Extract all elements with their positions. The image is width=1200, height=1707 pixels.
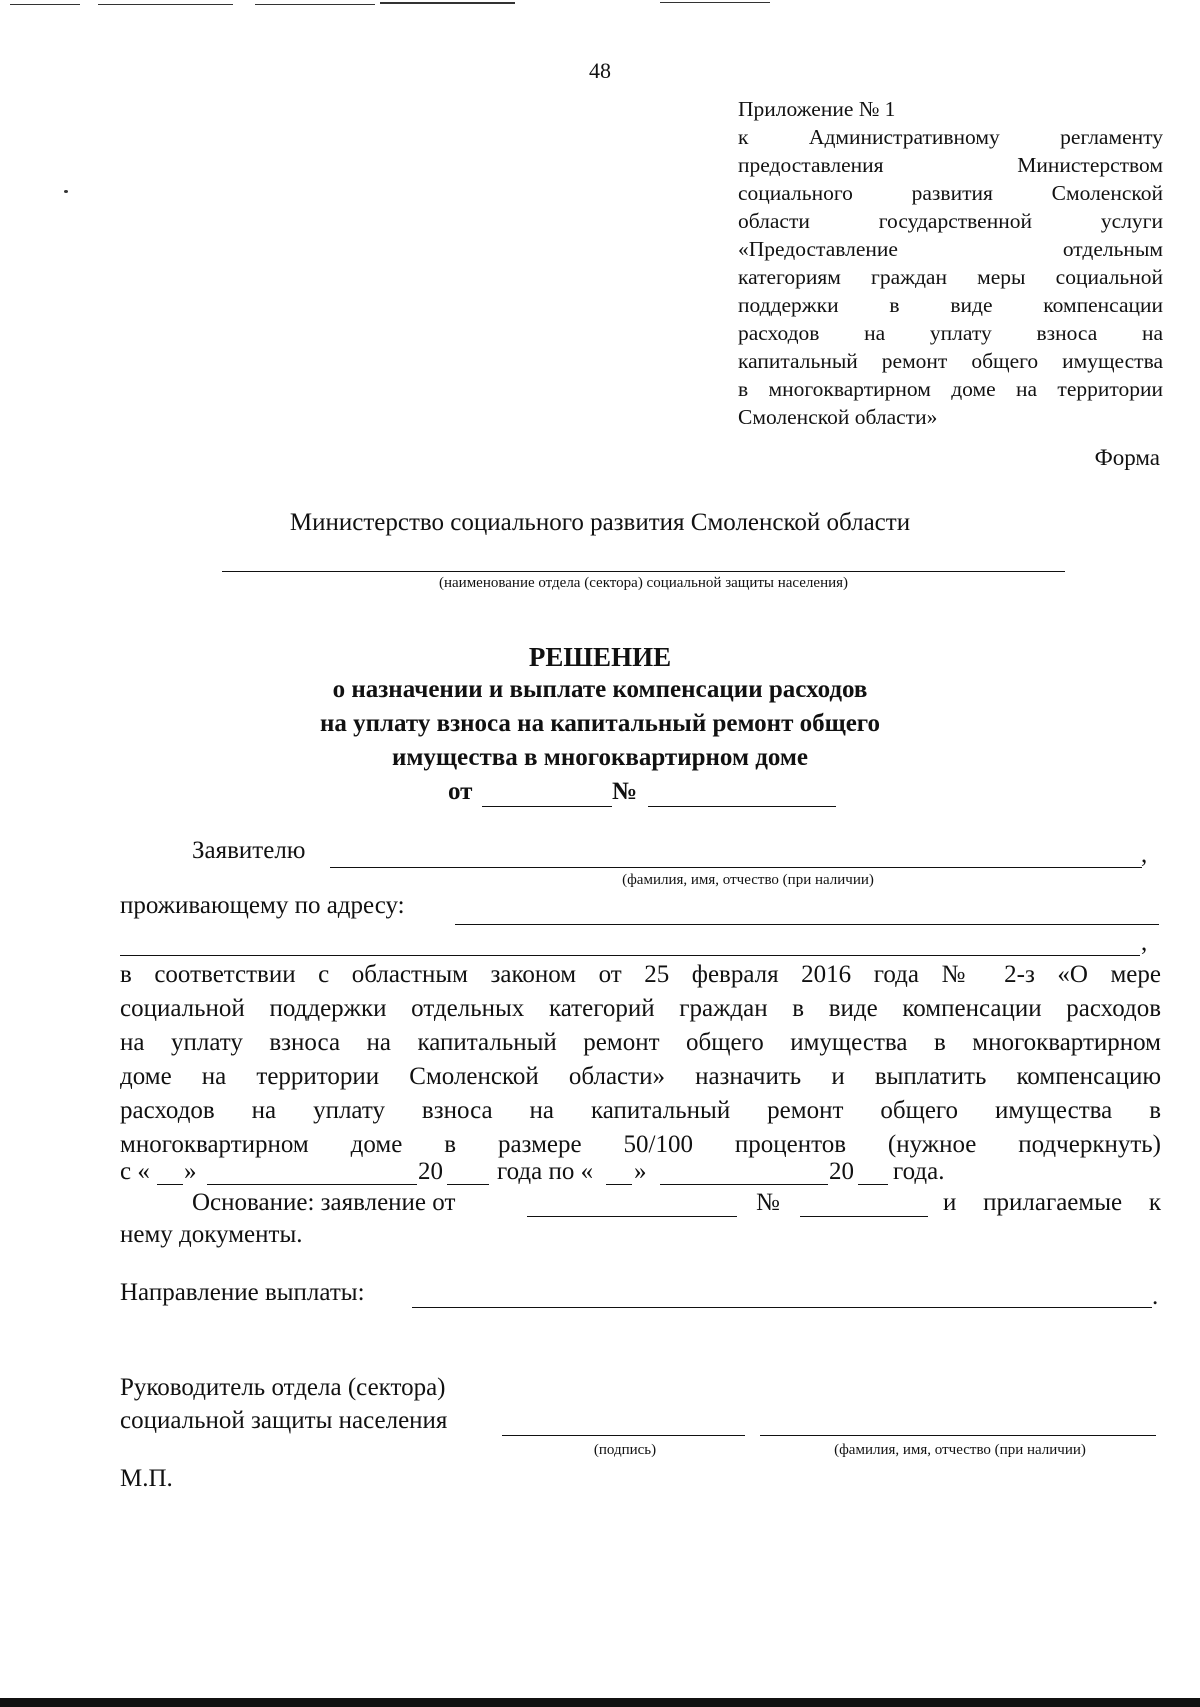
basis-number-field[interactable] xyxy=(800,1216,928,1217)
body-line: в соответствии с областным законом от 25 февраля 2016 года № 2-з «О мере xyxy=(120,961,1161,988)
head-title: социальной защиты населения xyxy=(120,1407,448,1434)
decision-date-field[interactable] xyxy=(482,806,612,807)
scan-noise xyxy=(660,2,770,3)
head-title: Руководитель отдела (сектора) xyxy=(120,1374,446,1401)
applicant-caption: (фамилия, имя, отчество (при наличии) xyxy=(622,872,874,888)
period-start-day-field[interactable] xyxy=(157,1184,183,1185)
head-name-field[interactable] xyxy=(760,1435,1156,1436)
appendix-line: Приложение № 1 xyxy=(738,97,896,121)
name-caption: (фамилия, имя, отчество (при наличии) xyxy=(834,1442,1086,1458)
period-start-year-field[interactable] xyxy=(447,1184,489,1185)
appendix-line: в многоквартирном доме на территории xyxy=(738,377,1163,401)
appendix-line: Смоленской области» xyxy=(738,405,938,429)
appendix-line: «Предоставление отдельным xyxy=(738,237,1163,261)
scan-noise xyxy=(10,4,80,5)
body-line: социальной поддержки отдельных категорий граждан в виде компенсации расходов xyxy=(120,995,1161,1022)
basis-date-field[interactable] xyxy=(527,1216,737,1217)
decision-body xyxy=(120,958,1161,1162)
decision-number-field[interactable] xyxy=(648,806,836,807)
period-from: с « xyxy=(120,1158,150,1185)
decision-subtitle: имущества в многоквартирном доме xyxy=(391,744,809,771)
period-end-day-field[interactable] xyxy=(606,1184,632,1185)
basis-line2: нему документы. xyxy=(120,1221,303,1248)
appendix-line: социального развития Смоленской xyxy=(738,181,1163,205)
number-sign: № xyxy=(612,778,638,805)
period-end-month-field[interactable] xyxy=(660,1184,828,1185)
quote-close: » xyxy=(184,1158,197,1185)
date-prefix: от xyxy=(448,778,473,805)
appendix-line: предоставления Министерством xyxy=(738,153,1163,177)
appendix-line: поддержки в виде компенсации xyxy=(738,293,1163,317)
period-to: года по « xyxy=(497,1158,594,1185)
appendix-line: области государственной услуги xyxy=(738,209,1163,233)
scan-bottom-edge xyxy=(0,1698,1200,1707)
body-line: расходов на уплату взноса на капитальный ремонт общего имущества в xyxy=(120,1097,1161,1124)
quote-close: » xyxy=(634,1158,647,1185)
form-label: Форма xyxy=(1094,445,1160,470)
scan-noise xyxy=(98,4,233,5)
payment-direction-field[interactable] xyxy=(412,1307,1152,1308)
period-year-prefix: 20 xyxy=(418,1158,443,1185)
ministry-name: Министерство социального развития Смоленской области xyxy=(289,509,911,536)
scan-noise xyxy=(255,4,375,5)
body-line: многоквартирном доме в размере 50/100 процентов (нужное подчеркнуть) xyxy=(120,1131,1161,1158)
basis-tail: и прилагаемые к xyxy=(943,1189,1161,1216)
payment-direction-label: Направление выплаты: xyxy=(120,1279,365,1306)
address-field-line2[interactable] xyxy=(120,955,1140,956)
period-start-month-field[interactable] xyxy=(207,1184,417,1185)
basis-number-sign: № xyxy=(756,1189,780,1216)
appendix-line: расходов на уплату взноса на xyxy=(738,321,1163,345)
period-year-prefix: 20 xyxy=(829,1158,854,1185)
department-line[interactable] xyxy=(222,571,1065,572)
comma: , xyxy=(1141,929,1148,956)
page-number: 48 xyxy=(589,58,611,83)
appendix-block xyxy=(738,95,1163,431)
address-label: проживающему по адресу: xyxy=(120,892,405,919)
scan-noise xyxy=(380,2,515,4)
period-end-dot: . xyxy=(1152,1283,1159,1310)
body-line: доме на территории Смоленской области» назначить и выплатить компенсацию xyxy=(120,1063,1161,1090)
comma: , xyxy=(1141,841,1148,868)
appendix-line: капитальный ремонт общего имущества xyxy=(738,349,1163,373)
decision-subtitle: о назначении и выплате компенсации расходов xyxy=(332,676,868,703)
address-field[interactable] xyxy=(455,924,1159,925)
period-end-year-field[interactable] xyxy=(858,1184,888,1185)
scan-dot xyxy=(64,190,68,193)
decision-title: РЕШЕНИЕ xyxy=(528,642,672,672)
decision-subtitle: на уплату взноса на капитальный ремонт общего xyxy=(319,710,881,737)
stamp-place: М.П. xyxy=(120,1465,173,1492)
appendix-line: категориям граждан меры социальной xyxy=(738,265,1163,289)
signature-field[interactable] xyxy=(502,1435,745,1436)
applicant-label: Заявителю xyxy=(192,837,306,864)
body-line: на уплату взноса на капитальный ремонт общего имущества в многоквартирном xyxy=(120,1029,1161,1056)
department-caption: (наименование отдела (сектора) социальной защиты населения) xyxy=(438,575,849,591)
appendix-line: к Административному регламенту xyxy=(738,125,1163,149)
basis-label: Основание: заявление от xyxy=(192,1189,456,1216)
period-end: года. xyxy=(893,1158,945,1185)
signature-caption: (подпись) xyxy=(593,1442,657,1458)
applicant-name-field[interactable] xyxy=(330,867,1142,868)
